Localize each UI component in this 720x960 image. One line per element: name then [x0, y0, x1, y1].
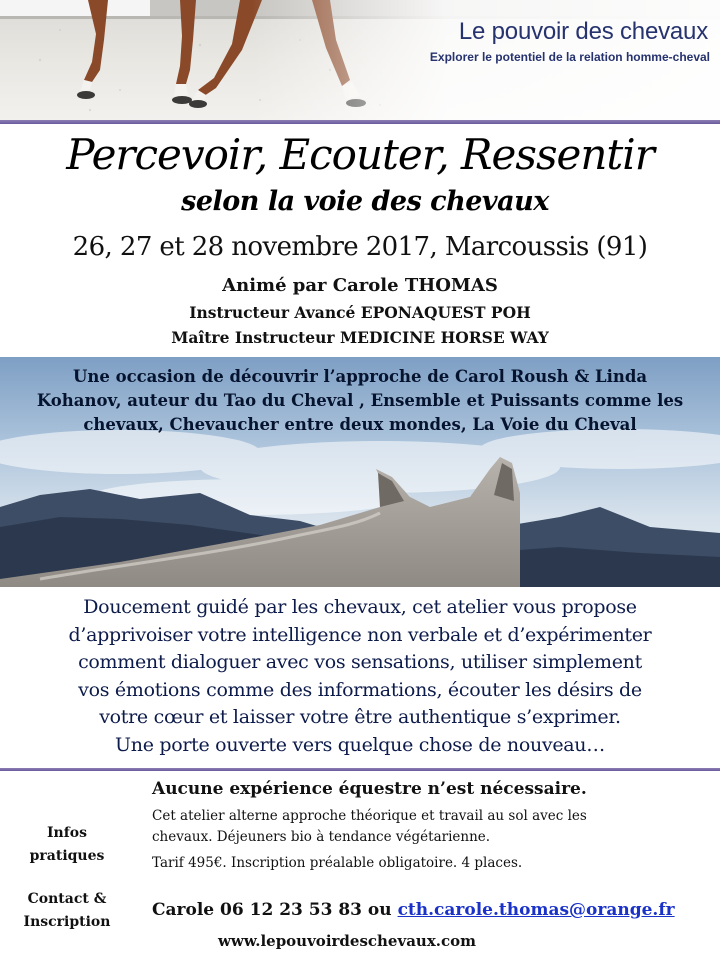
host-line: Animé par Carole THOMAS [222, 275, 498, 296]
intro-line: chevaux, Chevaucher entre deux mondes, La Voie du Cheval [83, 415, 637, 434]
description-line: vos émotions comme des informations, écouter les désirs de [78, 678, 642, 701]
event-date-location: 26, 27 et 28 novembre 2017, Marcoussis (91) [72, 232, 648, 262]
brand-title: Le pouvoir des chevaux [458, 18, 708, 45]
label-line: Inscription [23, 914, 111, 930]
info-line-1: Cet atelier alterne approche théorique et travail au sol avec les [152, 808, 587, 824]
no-experience-heading: Aucune expérience équestre n’est nécessaire. [152, 779, 587, 799]
intro-line: Kohanov, auteur du Tao du Cheval , Ensemble et Puissants comme les [36, 391, 684, 410]
intro-text [0, 365, 720, 437]
description-line: Une porte ouverte vers quelque chose de nouveau… [115, 733, 605, 756]
infos-pratiques-label [2, 822, 132, 868]
price-line: Tarif 495€. Inscription préalable obligatoire. 4 places. [152, 855, 523, 871]
contact-or: ou [362, 900, 398, 920]
label-line: Infos [47, 825, 87, 841]
info-line-2: chevaux. Déjeuners bio à tendance végétarienne. [152, 829, 491, 845]
description-line: votre cœur et laisser votre être authentique s’exprimer. [99, 706, 621, 728]
website-link[interactable]: www.lepouvoirdeschevaux.com [218, 932, 476, 950]
workshop-description [0, 594, 720, 759]
intro-line: Une occasion de découvrir l’approche de Carol Roush & Linda [72, 367, 648, 386]
host-credential-2: Maître Instructeur MEDICINE HORSE WAY [171, 328, 549, 347]
subtitle: selon la voie des chevaux [181, 186, 549, 217]
description-line: Doucement guidé par les chevaux, cet atelier vous propose [83, 596, 637, 618]
main-title: Percevoir, Ecouter, Ressentir [66, 130, 654, 179]
contact-inscription-label [2, 888, 132, 934]
contact-line [152, 900, 675, 920]
header-banner [0, 0, 720, 120]
contact-name: Carole [152, 900, 221, 920]
email-link[interactable]: cth.carole.thomas@orange.fr [397, 900, 675, 920]
phone-number[interactable]: 06 12 23 53 83 [220, 900, 363, 920]
description-line: comment dialoguer avec vos sensations, utiliser simplement [78, 651, 642, 673]
host-credential-1: Instructeur Avancé EPONAQUEST POH [189, 303, 531, 322]
label-line: pratiques [29, 848, 105, 864]
description-line: d’apprivoiser votre intelligence non verbale et d’expérimenter [68, 623, 652, 646]
top-divider [0, 120, 720, 124]
sky-horse-photo-band [0, 357, 720, 587]
brand-tagline: Explorer le potentiel de la relation homme-cheval [429, 50, 710, 64]
label-line: Contact & [27, 891, 107, 907]
bottom-divider [0, 768, 720, 771]
